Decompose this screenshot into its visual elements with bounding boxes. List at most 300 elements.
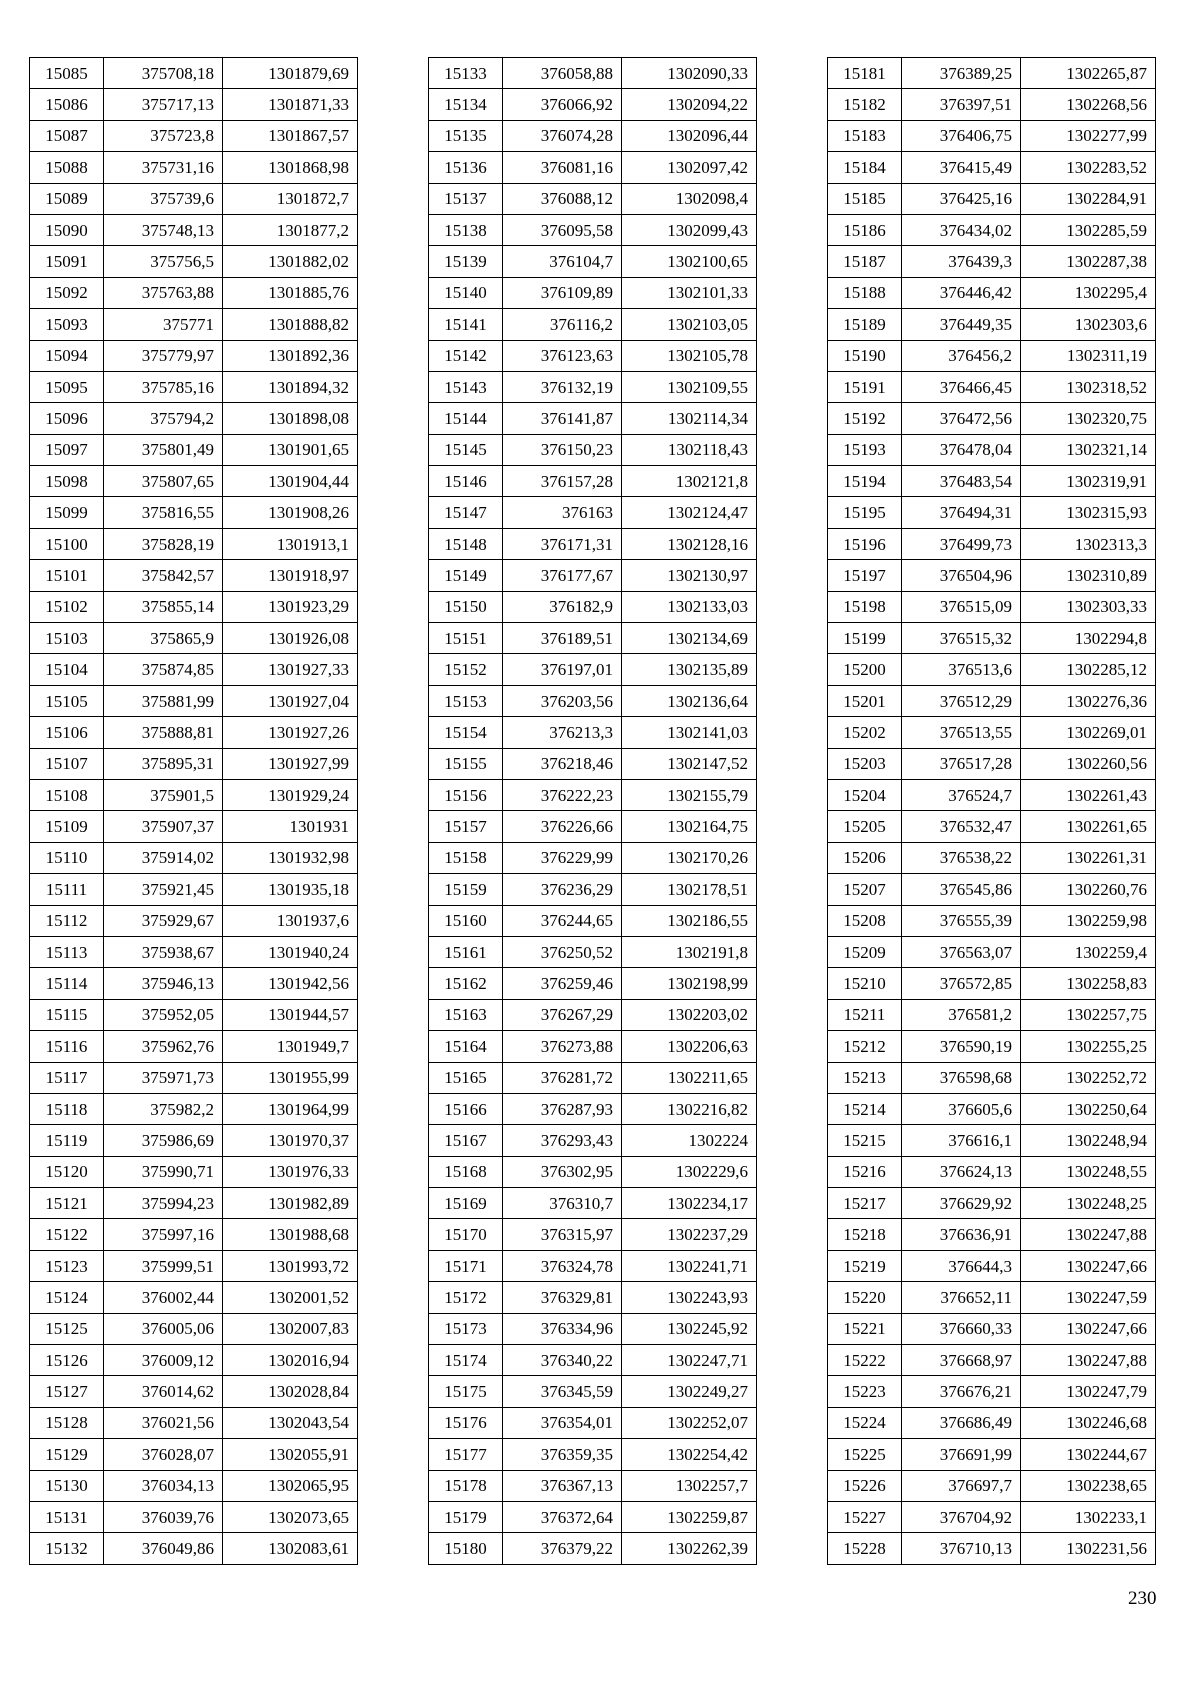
x-coordinate-cell: 376629,92 — [902, 1188, 1021, 1219]
table-row — [30, 120, 358, 151]
point-number-cell: 15213 — [828, 1062, 902, 1093]
table-row — [429, 1282, 757, 1313]
x-coordinate-cell: 376513,6 — [902, 654, 1021, 685]
x-coordinate-cell: 376545,86 — [902, 874, 1021, 905]
table-row — [30, 654, 358, 685]
point-number-cell: 15143 — [429, 371, 503, 402]
table-row — [828, 277, 1156, 308]
y-coordinate-cell: 1301913,1 — [223, 528, 358, 559]
point-number-cell: 15110 — [30, 842, 104, 873]
y-coordinate-cell: 1301868,98 — [223, 152, 358, 183]
point-number-cell: 15198 — [828, 591, 902, 622]
table-row — [429, 246, 757, 277]
point-number-cell: 15173 — [429, 1313, 503, 1344]
x-coordinate-cell: 375914,02 — [104, 842, 223, 873]
table-row — [828, 999, 1156, 1030]
y-coordinate-cell: 1302231,56 — [1021, 1533, 1156, 1564]
x-coordinate-cell: 376189,51 — [503, 623, 622, 654]
y-coordinate-cell: 1302124,47 — [622, 497, 757, 528]
point-number-cell: 15223 — [828, 1376, 902, 1407]
y-coordinate-cell: 1301993,72 — [223, 1250, 358, 1281]
table-row — [429, 779, 757, 810]
point-number-cell: 15134 — [429, 89, 503, 120]
table-row — [429, 120, 757, 151]
y-coordinate-cell: 1302320,75 — [1021, 403, 1156, 434]
table-row — [30, 748, 358, 779]
x-coordinate-cell: 375794,2 — [104, 403, 223, 434]
y-coordinate-cell: 1301932,98 — [223, 842, 358, 873]
table-row — [30, 842, 358, 873]
table-row — [429, 999, 757, 1030]
x-coordinate-cell: 376236,29 — [503, 874, 622, 905]
point-number-cell: 15178 — [429, 1470, 503, 1501]
table-row — [429, 1501, 757, 1532]
point-number-cell: 15099 — [30, 497, 104, 528]
table-row — [30, 1470, 358, 1501]
table-row — [30, 371, 358, 402]
table-row — [30, 905, 358, 936]
x-coordinate-cell: 375785,16 — [104, 371, 223, 402]
y-coordinate-cell: 1302247,71 — [622, 1345, 757, 1376]
y-coordinate-cell: 1302261,43 — [1021, 779, 1156, 810]
y-coordinate-cell: 1301927,33 — [223, 654, 358, 685]
x-coordinate-cell: 376345,59 — [503, 1376, 622, 1407]
x-coordinate-cell: 376425,16 — [902, 183, 1021, 214]
y-coordinate-cell: 1301898,08 — [223, 403, 358, 434]
x-coordinate-cell: 376439,3 — [902, 246, 1021, 277]
y-coordinate-cell: 1302096,44 — [622, 120, 757, 151]
y-coordinate-cell: 1302287,38 — [1021, 246, 1156, 277]
point-number-cell: 15227 — [828, 1501, 902, 1532]
table-row — [828, 89, 1156, 120]
x-coordinate-cell: 376466,45 — [902, 371, 1021, 402]
point-number-cell: 15175 — [429, 1376, 503, 1407]
point-number-cell: 15150 — [429, 591, 503, 622]
x-coordinate-cell: 376182,9 — [503, 591, 622, 622]
point-number-cell: 15156 — [429, 779, 503, 810]
y-coordinate-cell: 1302254,42 — [622, 1439, 757, 1470]
point-number-cell: 15089 — [30, 183, 104, 214]
table-row — [429, 183, 757, 214]
table-row — [30, 403, 358, 434]
x-coordinate-cell: 376415,49 — [902, 152, 1021, 183]
y-coordinate-cell: 1302133,03 — [622, 591, 757, 622]
x-coordinate-cell: 376163 — [503, 497, 622, 528]
y-coordinate-cell: 1302238,65 — [1021, 1470, 1156, 1501]
point-number-cell: 15228 — [828, 1533, 902, 1564]
x-coordinate-cell: 376310,7 — [503, 1188, 622, 1219]
table-row — [30, 497, 358, 528]
y-coordinate-cell: 1302285,12 — [1021, 654, 1156, 685]
point-number-cell: 15158 — [429, 842, 503, 873]
point-number-cell: 15126 — [30, 1345, 104, 1376]
y-coordinate-cell: 1301901,65 — [223, 434, 358, 465]
table-row — [828, 466, 1156, 497]
point-number-cell: 15177 — [429, 1439, 503, 1470]
x-coordinate-cell: 375982,2 — [104, 1093, 223, 1124]
x-coordinate-cell: 376334,96 — [503, 1313, 622, 1344]
y-coordinate-cell: 1302269,01 — [1021, 717, 1156, 748]
y-coordinate-cell: 1302303,33 — [1021, 591, 1156, 622]
table-row — [828, 58, 1156, 89]
y-coordinate-cell: 1301926,08 — [223, 623, 358, 654]
table-row — [828, 497, 1156, 528]
x-coordinate-cell: 376273,88 — [503, 1031, 622, 1062]
y-coordinate-cell: 1302285,59 — [1021, 214, 1156, 245]
point-number-cell: 15201 — [828, 685, 902, 716]
table-row — [828, 1219, 1156, 1250]
table-row — [828, 936, 1156, 967]
y-coordinate-cell: 1301894,32 — [223, 371, 358, 402]
table-row — [828, 1470, 1156, 1501]
table-row — [429, 1031, 757, 1062]
table-row — [429, 214, 757, 245]
x-coordinate-cell: 376049,86 — [104, 1533, 223, 1564]
table-row — [30, 277, 358, 308]
y-coordinate-cell: 1302211,65 — [622, 1062, 757, 1093]
table-row — [429, 1156, 757, 1187]
table-row — [828, 152, 1156, 183]
y-coordinate-cell: 1301872,7 — [223, 183, 358, 214]
x-coordinate-cell: 376590,19 — [902, 1031, 1021, 1062]
x-coordinate-cell: 376499,73 — [902, 528, 1021, 559]
y-coordinate-cell: 1301931 — [223, 811, 358, 842]
x-coordinate-cell: 376132,19 — [503, 371, 622, 402]
point-number-cell: 15132 — [30, 1533, 104, 1564]
table-row — [30, 1313, 358, 1344]
y-coordinate-cell: 1302241,71 — [622, 1250, 757, 1281]
y-coordinate-cell: 1301904,44 — [223, 466, 358, 497]
point-number-cell: 15188 — [828, 277, 902, 308]
y-coordinate-cell: 1301918,97 — [223, 560, 358, 591]
y-coordinate-cell: 1302247,88 — [1021, 1219, 1156, 1250]
point-number-cell: 15161 — [429, 936, 503, 967]
x-coordinate-cell: 375929,67 — [104, 905, 223, 936]
x-coordinate-cell: 376456,2 — [902, 340, 1021, 371]
point-number-cell: 15148 — [429, 528, 503, 559]
y-coordinate-cell: 1302073,65 — [223, 1501, 358, 1532]
point-number-cell: 15183 — [828, 120, 902, 151]
table-row — [828, 1439, 1156, 1470]
point-number-cell: 15091 — [30, 246, 104, 277]
table-row — [429, 1345, 757, 1376]
point-number-cell: 15164 — [429, 1031, 503, 1062]
point-number-cell: 15146 — [429, 466, 503, 497]
table-row — [828, 842, 1156, 873]
y-coordinate-cell: 1301879,69 — [223, 58, 358, 89]
table-row — [828, 246, 1156, 277]
point-number-cell: 15105 — [30, 685, 104, 716]
x-coordinate-cell: 376555,39 — [902, 905, 1021, 936]
x-coordinate-cell: 376039,76 — [104, 1501, 223, 1532]
x-coordinate-cell: 375739,6 — [104, 183, 223, 214]
x-coordinate-cell: 376324,78 — [503, 1250, 622, 1281]
y-coordinate-cell: 1302114,34 — [622, 403, 757, 434]
x-coordinate-cell: 376697,7 — [902, 1470, 1021, 1501]
x-coordinate-cell: 376066,92 — [503, 89, 622, 120]
x-coordinate-cell: 376095,58 — [503, 214, 622, 245]
point-number-cell: 15122 — [30, 1219, 104, 1250]
y-coordinate-cell: 1302294,8 — [1021, 623, 1156, 654]
x-coordinate-cell: 376691,99 — [902, 1439, 1021, 1470]
point-number-cell: 15172 — [429, 1282, 503, 1313]
table-row — [828, 403, 1156, 434]
y-coordinate-cell: 1302303,6 — [1021, 309, 1156, 340]
y-coordinate-cell: 1302252,72 — [1021, 1062, 1156, 1093]
y-coordinate-cell: 1302260,76 — [1021, 874, 1156, 905]
x-coordinate-cell: 376058,88 — [503, 58, 622, 89]
y-coordinate-cell: 1302321,14 — [1021, 434, 1156, 465]
y-coordinate-cell: 1302178,51 — [622, 874, 757, 905]
y-coordinate-cell: 1302246,68 — [1021, 1407, 1156, 1438]
y-coordinate-cell: 1302118,43 — [622, 434, 757, 465]
x-coordinate-cell: 375994,23 — [104, 1188, 223, 1219]
point-number-cell: 15195 — [828, 497, 902, 528]
table-row — [30, 1125, 358, 1156]
point-number-cell: 15104 — [30, 654, 104, 685]
point-number-cell: 15100 — [30, 528, 104, 559]
y-coordinate-cell: 1301964,99 — [223, 1093, 358, 1124]
x-coordinate-cell: 376315,97 — [503, 1219, 622, 1250]
y-coordinate-cell: 1302255,25 — [1021, 1031, 1156, 1062]
x-coordinate-cell: 376446,42 — [902, 277, 1021, 308]
table-row — [429, 1533, 757, 1564]
table-row — [30, 214, 358, 245]
table-row — [828, 371, 1156, 402]
table-row — [429, 466, 757, 497]
y-coordinate-cell: 1302101,33 — [622, 277, 757, 308]
x-coordinate-cell: 376515,09 — [902, 591, 1021, 622]
x-coordinate-cell: 376034,13 — [104, 1470, 223, 1501]
x-coordinate-cell: 376616,1 — [902, 1125, 1021, 1156]
y-coordinate-cell: 1302284,91 — [1021, 183, 1156, 214]
table-row — [429, 497, 757, 528]
x-coordinate-cell: 376150,23 — [503, 434, 622, 465]
point-number-cell: 15225 — [828, 1439, 902, 1470]
x-coordinate-cell: 376354,01 — [503, 1407, 622, 1438]
y-coordinate-cell: 1302170,26 — [622, 842, 757, 873]
point-number-cell: 15152 — [429, 654, 503, 685]
y-coordinate-cell: 1302203,02 — [622, 999, 757, 1030]
table-row — [429, 1470, 757, 1501]
point-number-cell: 15124 — [30, 1282, 104, 1313]
table-row — [429, 811, 757, 842]
y-coordinate-cell: 1302090,33 — [622, 58, 757, 89]
y-coordinate-cell: 1302265,87 — [1021, 58, 1156, 89]
table-row — [828, 1282, 1156, 1313]
x-coordinate-cell: 376686,49 — [902, 1407, 1021, 1438]
table-row — [828, 120, 1156, 151]
table-row — [30, 1407, 358, 1438]
x-coordinate-cell: 376660,33 — [902, 1313, 1021, 1344]
point-number-cell: 15162 — [429, 968, 503, 999]
point-number-cell: 15106 — [30, 717, 104, 748]
table-row — [429, 1093, 757, 1124]
table-row — [30, 1219, 358, 1250]
table-row — [429, 152, 757, 183]
x-coordinate-cell: 376434,02 — [902, 214, 1021, 245]
y-coordinate-cell: 1302315,93 — [1021, 497, 1156, 528]
point-number-cell: 15147 — [429, 497, 503, 528]
point-number-cell: 15208 — [828, 905, 902, 936]
point-number-cell: 15123 — [30, 1250, 104, 1281]
point-number-cell: 15096 — [30, 403, 104, 434]
y-coordinate-cell: 1302259,87 — [622, 1501, 757, 1532]
y-coordinate-cell: 1302191,8 — [622, 936, 757, 967]
x-coordinate-cell: 376397,51 — [902, 89, 1021, 120]
x-coordinate-cell: 376104,7 — [503, 246, 622, 277]
x-coordinate-cell: 375999,51 — [104, 1250, 223, 1281]
table-row — [30, 717, 358, 748]
point-number-cell: 15131 — [30, 1501, 104, 1532]
y-coordinate-cell: 1301976,33 — [223, 1156, 358, 1187]
x-coordinate-cell: 376379,22 — [503, 1533, 622, 1564]
point-number-cell: 15211 — [828, 999, 902, 1030]
point-number-cell: 15212 — [828, 1031, 902, 1062]
x-coordinate-cell: 376123,63 — [503, 340, 622, 371]
y-coordinate-cell: 1301892,36 — [223, 340, 358, 371]
y-coordinate-cell: 1301885,76 — [223, 277, 358, 308]
coordinates-table-2 — [428, 57, 757, 1565]
x-coordinate-cell: 375921,45 — [104, 874, 223, 905]
table-row — [828, 685, 1156, 716]
x-coordinate-cell: 376389,25 — [902, 58, 1021, 89]
table-row — [30, 999, 358, 1030]
table-row — [429, 340, 757, 371]
table-row — [30, 779, 358, 810]
y-coordinate-cell: 1302130,97 — [622, 560, 757, 591]
y-coordinate-cell: 1302164,75 — [622, 811, 757, 842]
x-coordinate-cell: 376494,31 — [902, 497, 1021, 528]
table-row — [828, 1093, 1156, 1124]
y-coordinate-cell: 1302283,52 — [1021, 152, 1156, 183]
point-number-cell: 15108 — [30, 779, 104, 810]
x-coordinate-cell: 375962,76 — [104, 1031, 223, 1062]
x-coordinate-cell: 375748,13 — [104, 214, 223, 245]
point-number-cell: 15200 — [828, 654, 902, 685]
y-coordinate-cell: 1302243,93 — [622, 1282, 757, 1313]
table-row — [30, 1062, 358, 1093]
point-number-cell: 15189 — [828, 309, 902, 340]
x-coordinate-cell: 376359,35 — [503, 1439, 622, 1470]
y-coordinate-cell: 1301942,56 — [223, 968, 358, 999]
y-coordinate-cell: 1302229,6 — [622, 1156, 757, 1187]
x-coordinate-cell: 375708,18 — [104, 58, 223, 89]
y-coordinate-cell: 1302258,83 — [1021, 968, 1156, 999]
y-coordinate-cell: 1301927,04 — [223, 685, 358, 716]
table-row — [828, 183, 1156, 214]
table-row — [30, 152, 358, 183]
point-number-cell: 15191 — [828, 371, 902, 402]
point-number-cell: 15116 — [30, 1031, 104, 1062]
point-number-cell: 15113 — [30, 936, 104, 967]
point-number-cell: 15206 — [828, 842, 902, 873]
x-coordinate-cell: 375901,5 — [104, 779, 223, 810]
y-coordinate-cell: 1302135,89 — [622, 654, 757, 685]
point-number-cell: 15090 — [30, 214, 104, 245]
table-row — [429, 654, 757, 685]
y-coordinate-cell: 1302234,17 — [622, 1188, 757, 1219]
table-row — [429, 591, 757, 622]
y-coordinate-cell: 1302247,59 — [1021, 1282, 1156, 1313]
x-coordinate-cell: 376513,55 — [902, 717, 1021, 748]
point-number-cell: 15167 — [429, 1125, 503, 1156]
x-coordinate-cell: 376572,85 — [902, 968, 1021, 999]
point-number-cell: 15174 — [429, 1345, 503, 1376]
point-number-cell: 15215 — [828, 1125, 902, 1156]
x-coordinate-cell: 376293,43 — [503, 1125, 622, 1156]
point-number-cell: 15194 — [828, 466, 902, 497]
x-coordinate-cell: 375986,69 — [104, 1125, 223, 1156]
y-coordinate-cell: 1302028,84 — [223, 1376, 358, 1407]
table-row — [828, 340, 1156, 371]
table-row — [429, 968, 757, 999]
y-coordinate-cell: 1302121,8 — [622, 466, 757, 497]
x-coordinate-cell: 376259,46 — [503, 968, 622, 999]
x-coordinate-cell: 376002,44 — [104, 1282, 223, 1313]
y-coordinate-cell: 1302198,99 — [622, 968, 757, 999]
table-row — [429, 685, 757, 716]
y-coordinate-cell: 1302277,99 — [1021, 120, 1156, 151]
x-coordinate-cell: 376074,28 — [503, 120, 622, 151]
y-coordinate-cell: 1301935,18 — [223, 874, 358, 905]
x-coordinate-cell: 375779,97 — [104, 340, 223, 371]
table-row — [429, 1407, 757, 1438]
table-row — [30, 434, 358, 465]
x-coordinate-cell: 376372,64 — [503, 1501, 622, 1532]
table-row — [828, 779, 1156, 810]
table-row — [429, 403, 757, 434]
y-coordinate-cell: 1302248,55 — [1021, 1156, 1156, 1187]
point-number-cell: 15163 — [429, 999, 503, 1030]
x-coordinate-cell: 376028,07 — [104, 1439, 223, 1470]
x-coordinate-cell: 376624,13 — [902, 1156, 1021, 1187]
point-number-cell: 15165 — [429, 1062, 503, 1093]
table-row — [429, 1062, 757, 1093]
point-number-cell: 15216 — [828, 1156, 902, 1187]
point-number-cell: 15115 — [30, 999, 104, 1030]
table-row — [30, 685, 358, 716]
table-row — [828, 905, 1156, 936]
point-number-cell: 15103 — [30, 623, 104, 654]
x-coordinate-cell: 376704,92 — [902, 1501, 1021, 1532]
x-coordinate-cell: 376229,99 — [503, 842, 622, 873]
table-row — [30, 1250, 358, 1281]
y-coordinate-cell: 1301882,02 — [223, 246, 358, 277]
table-row — [429, 874, 757, 905]
table-row — [30, 466, 358, 497]
y-coordinate-cell: 1302247,79 — [1021, 1376, 1156, 1407]
x-coordinate-cell: 376668,97 — [902, 1345, 1021, 1376]
point-number-cell: 15136 — [429, 152, 503, 183]
point-number-cell: 15168 — [429, 1156, 503, 1187]
y-coordinate-cell: 1302259,4 — [1021, 936, 1156, 967]
x-coordinate-cell: 375881,99 — [104, 685, 223, 716]
point-number-cell: 15129 — [30, 1439, 104, 1470]
point-number-cell: 15125 — [30, 1313, 104, 1344]
y-coordinate-cell: 1301927,26 — [223, 717, 358, 748]
x-coordinate-cell: 376218,46 — [503, 748, 622, 779]
y-coordinate-cell: 1302259,98 — [1021, 905, 1156, 936]
point-number-cell: 15171 — [429, 1250, 503, 1281]
table-row — [828, 528, 1156, 559]
y-coordinate-cell: 1302319,91 — [1021, 466, 1156, 497]
point-number-cell: 15217 — [828, 1188, 902, 1219]
table-row — [30, 1439, 358, 1470]
point-number-cell: 15205 — [828, 811, 902, 842]
x-coordinate-cell: 376157,28 — [503, 466, 622, 497]
x-coordinate-cell: 376515,32 — [902, 623, 1021, 654]
